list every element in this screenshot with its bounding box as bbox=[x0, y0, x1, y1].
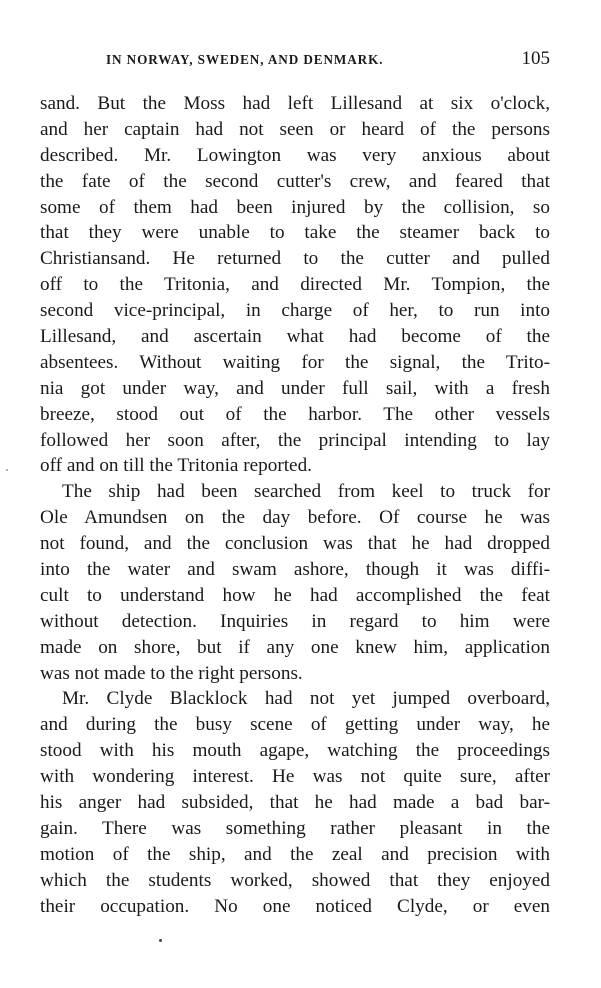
text-line: some of them had been injured by the collision, so bbox=[40, 196, 550, 218]
text-line: nia got under way, and under full sail, with a fresh bbox=[40, 377, 550, 399]
text-line: absentees. Without waiting for the signal, the Trito- bbox=[40, 351, 550, 373]
text-line: cult to understand how he had accomplished the feat bbox=[40, 584, 550, 606]
text-line: made on shore, but if any one knew him, application bbox=[40, 636, 550, 658]
text-line: Christiansand. He returned to the cutter and pulled bbox=[40, 248, 550, 270]
text-line: his anger had subsided, that he had made a bad bar- bbox=[40, 792, 550, 814]
text-line: described. Mr. Lowington was very anxious about bbox=[40, 144, 550, 166]
text-line: Mr. Clyde Blacklock had not yet jumped overboard, bbox=[62, 688, 550, 710]
text-line: motion of the ship, and the zeal and precision with bbox=[40, 843, 550, 865]
text-line: The ship had been searched from keel to truck for bbox=[62, 481, 550, 503]
page-number: 105 bbox=[521, 48, 550, 69]
text-line: stood with his mouth agape, watching the proceedings bbox=[40, 740, 550, 762]
running-head bbox=[40, 50, 550, 74]
text-line: gain. There was something rather pleasant in the bbox=[40, 817, 550, 839]
text-line: the fate of the second cutter's crew, and feared that bbox=[40, 170, 550, 192]
text-line: and during the busy scene of getting under way, he bbox=[40, 714, 550, 736]
text-line: and her captain had not seen or heard of the persons bbox=[40, 118, 550, 140]
text-line: that they were unable to take the steamer back to bbox=[40, 222, 550, 244]
body-text bbox=[40, 91, 550, 920]
text-line: Ole Amundsen on the day before. Of course he was bbox=[40, 507, 550, 529]
text-line: was not made to the right persons. bbox=[40, 662, 303, 684]
print-speck bbox=[159, 939, 162, 942]
text-line: Lillesand, and ascertain what had become of the bbox=[40, 326, 550, 348]
text-line: not found, and the conclusion was that he had dropped bbox=[40, 533, 550, 555]
text-line: breeze, stood out of the harbor. The other vessels bbox=[40, 403, 550, 425]
text-line: which the students worked, showed that they enjoyed bbox=[40, 869, 550, 891]
text-line: their occupation. No one noticed Clyde, or even bbox=[40, 895, 550, 917]
text-line: off to the Tritonia, and directed Mr. Tompion, the bbox=[40, 274, 550, 296]
text-line: with wondering interest. He was not quite sure, after bbox=[40, 766, 550, 788]
text-line: followed her soon after, the principal intending to lay bbox=[40, 429, 550, 451]
text-line: into the water and swam ashore, though it was diffi- bbox=[40, 559, 550, 581]
text-line: second vice-principal, in charge of her, to run into bbox=[40, 300, 550, 322]
text-line: off and on till the Tritonia reported. bbox=[40, 455, 312, 477]
text-line: without detection. Inquiries in regard to him were bbox=[40, 610, 550, 632]
text-line: sand. But the Moss had left Lillesand at six o'clock, bbox=[40, 93, 550, 114]
running-title: IN NORWAY, SWEDEN, AND DENMARK. bbox=[106, 52, 384, 67]
print-speck bbox=[6, 469, 8, 471]
